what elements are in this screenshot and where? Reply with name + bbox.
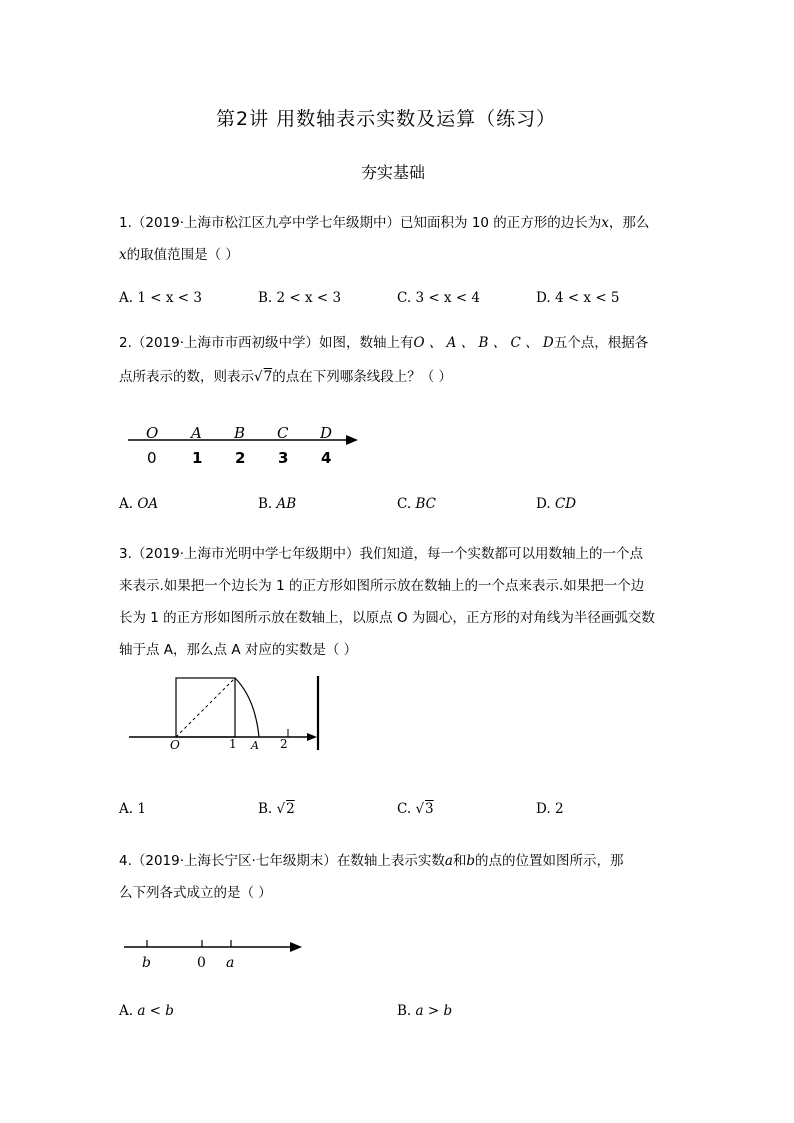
q2-number-0: 0 [147,449,157,467]
label-b: b [142,955,151,971]
q4-stem-line1: 4.（2019·上海长宁区·七年级期末）在数轴上表示实数a和b的点的位置如图所示，那 [119,853,624,869]
q4-option-b[interactable]: B. a > b [397,1003,453,1019]
label-a: a [226,955,235,971]
q1-option-b[interactable]: B. 2 < x < 3 [258,290,342,306]
label-2: 2 [280,737,288,751]
q3-stem-line3: 长为 1 的正方形如图所示放在数轴上，以原点 O 为圆心，正方形的对角线为半径画弧交数 [119,610,655,626]
axis-arrow [346,435,358,445]
sqrt-7: √7 [254,369,273,385]
q2-number-1: 1 [192,449,203,467]
q3-stem-line4: 轴于点 A，那么点 A 对应的实数是（ ） [119,642,358,658]
q3-stem-line1: 3.（2019·上海市光明中学七年级期中）我们知道，每一个实数都可以用数轴上的一个点 [119,546,644,562]
q2-number-2: 2 [235,449,246,467]
q2-option-b[interactable]: B. AB [258,496,297,512]
q4-number-line-figure [120,935,310,977]
section-subtitle: 夯实基础 [361,163,426,182]
q4-stem-line2: 么下列各式成立的是（ ） [119,885,272,901]
q1-stem-line2: x的取值范围是（ ） [119,247,239,263]
q2-point-o: O [146,424,159,442]
q2-option-d[interactable]: D. CD [536,496,577,512]
q2-number-3: 3 [278,449,289,467]
q1-option-d[interactable]: D. 4 < x < 5 [536,290,620,306]
q2-point-b: B [234,424,246,442]
q2-point-c: C [277,424,289,442]
q2-stem-line2: 点所表示的数，则表示√7的点在下列哪条线段上？（ ） [119,369,452,385]
arc [235,678,259,737]
q4-option-a[interactable]: A. a < b [119,1003,174,1019]
q2-number-4: 4 [321,449,332,467]
q3-stem-line2: 来表示.如果把一个边长为 1 的正方形如图所示放在数轴上的一个点来表示.如果把一个边 [119,578,645,594]
label-1: 1 [229,737,237,751]
q2-option-a[interactable]: A. OA [119,496,159,512]
q2-point-d: D [320,424,333,442]
q3-option-c[interactable]: C. √3 [397,801,434,817]
square-diagonal [176,678,235,737]
q1-stem-line1: 1.（2019·上海市松江区九亭中学七年级期中）已知面积为 10 的正方形的边长为x，那么 [119,215,650,231]
q2-point-a: A [191,424,202,442]
label-a: A [251,739,259,752]
q3-option-d[interactable]: D. 2 [536,801,564,817]
q2-option-c[interactable]: C. BC [397,496,436,512]
label-o: O [170,738,180,752]
q4-axis-arrow [290,942,302,952]
q3-option-a[interactable]: A. 1 [119,801,146,817]
q3-axis-arrow [307,733,317,741]
label-zero: 0 [197,955,206,971]
q3-option-b[interactable]: B. √2 [258,801,295,817]
q3-square-arc-figure [125,670,325,755]
q2-stem-line1: 2.（2019·上海市市西初级中学）如图，数轴上有O 、 A 、 B 、 C 、 D五个点，根据各 [119,335,649,351]
q1-option-c[interactable]: C. 3 < x < 4 [397,290,481,306]
q1-option-a[interactable]: A. 1 < x < 3 [119,290,202,306]
q2-marks [146,424,332,467]
q2-number-line-figure [120,418,370,470]
page-title: 第2讲 用数轴表示实数及运算（练习） [216,108,557,130]
